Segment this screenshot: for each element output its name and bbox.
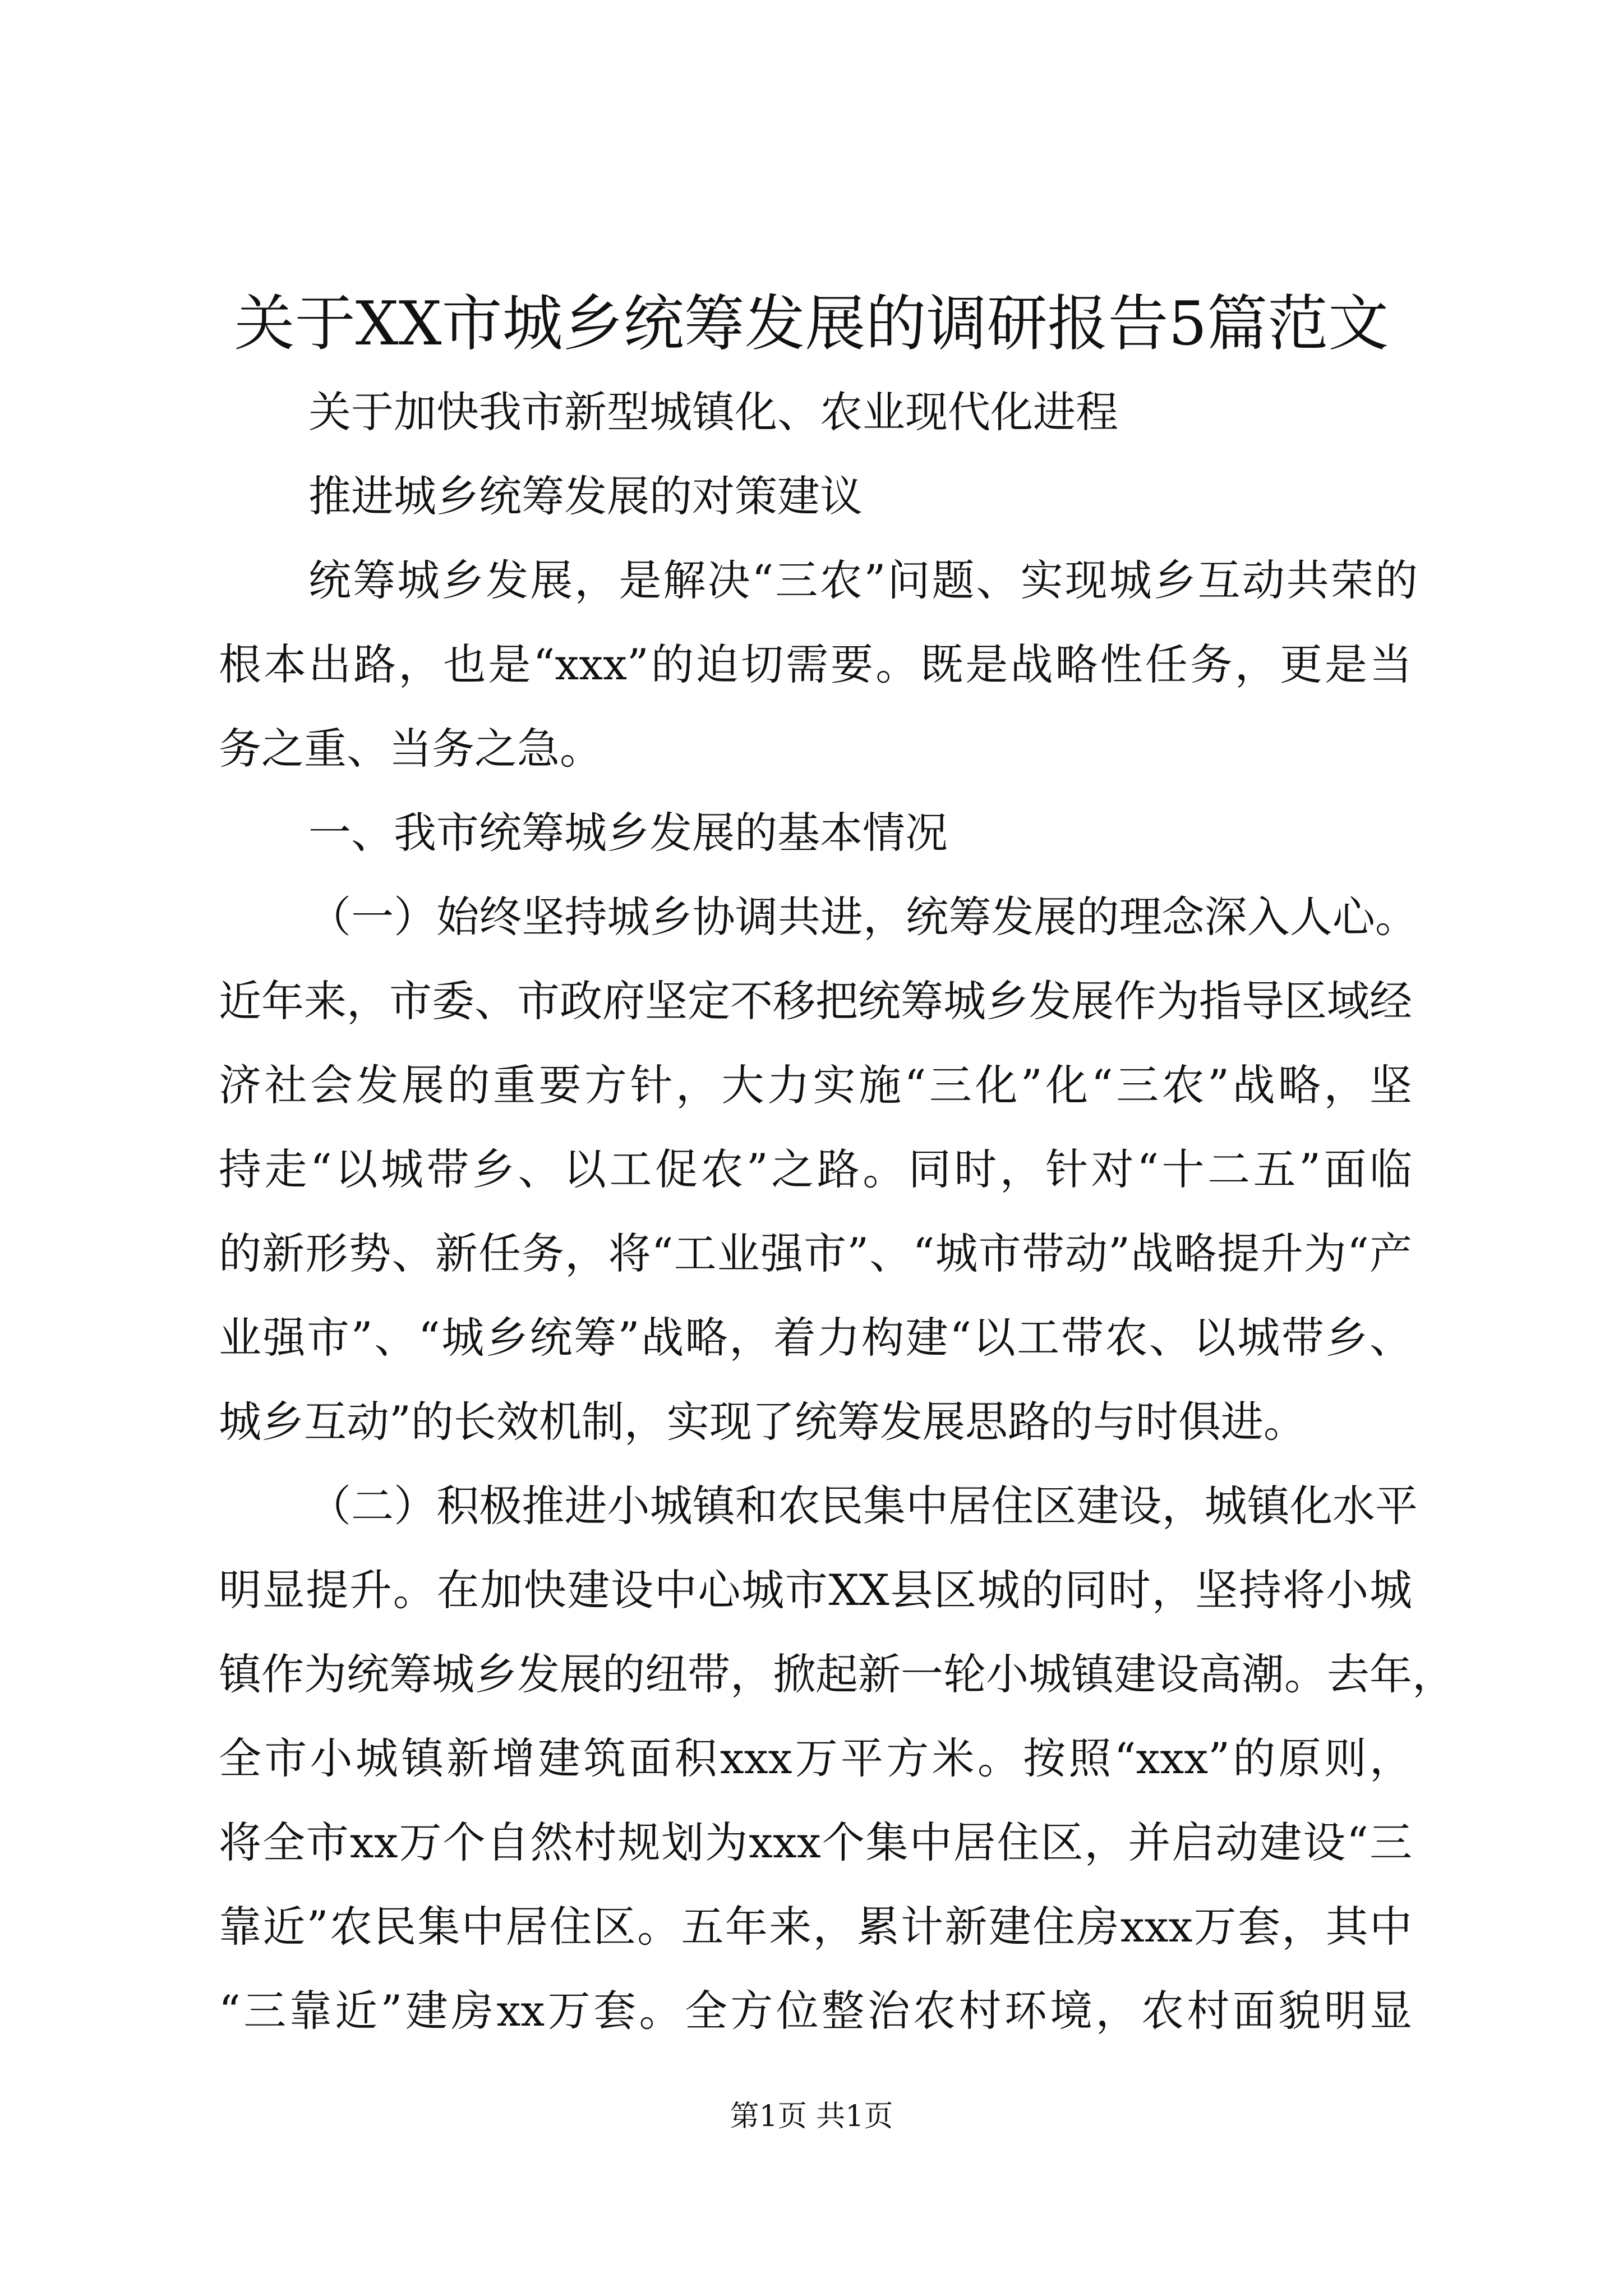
paragraph-line: （二）积极推进小城镇和农民集中居住区建设，城镇化水平 [308,1481,1418,1531]
paragraph-line: 将全市xx万个自然村规划为xxx个集中居住区，并启动建设“三 [219,1818,1412,1867]
document-title: 关于XX市城乡统筹发展的调研报告5篇范文 [234,289,1389,359]
paragraph-line: 近年来，市委、市政府坚定不移把统筹城乡发展作为指导区域经 [219,976,1412,1026]
paragraph-line: 全市小城镇新增建筑面积xxx万平方米。按照“xxx”的原则， [219,1733,1412,1783]
paragraph-line: “三靠近”建房xx万套。全方位整治农村环境，农村面貌明显 [219,1986,1412,2036]
paragraph-line: 靠近”农民集中居住区。五年来，累计新建住房xxx万套，其中 [219,1902,1412,1952]
paragraph-line: 统筹城乡发展，是解决“三农”问题、实现城乡互动共荣的 [308,555,1418,605]
subtitle-line-2: 推进城乡统筹发展的对策建议 [308,471,863,521]
paragraph-line: 务之重、当务之急。 [219,724,602,774]
paragraph-line: 持走“以城带乡、以工促农”之路。同时，针对“十二五”面临 [219,1144,1412,1194]
subtitle-line-1: 关于加快我市新型城镇化、农业现代化进程 [308,387,1118,437]
paragraph-line: 明显提升。在加快建设中心城市XX县区城的同时，坚持将小城 [219,1565,1412,1615]
section-heading: 一、我市统筹城乡发展的基本情况 [308,808,948,858]
paragraph-line: 城乡互动”的长效机制，实现了统筹发展思路的与时俱进。 [219,1397,1306,1447]
paragraph-line: 根本出路，也是“xxx”的迫切需要。既是战略性任务，更是当 [219,639,1412,689]
paragraph-line: 济社会发展的重要方针，大力实施“三化”化“三农”战略，坚 [219,1060,1412,1110]
paragraph-line: 业强市”、“城乡统筹”战略，着力构建“以工带农、以城带乡、 [219,1313,1412,1363]
paragraph-line: 的新形势、新任务，将“工业强市”、“城市带动”战略提升为“产 [219,1228,1412,1278]
paragraph-line: （一）始终坚持城乡协调共进，统筹发展的理念深入人心。 [308,892,1418,942]
paragraph-line: 镇作为统筹城乡发展的纽带，掀起新一轮小城镇建设高潮。去年， [219,1649,1455,1699]
page-number-footer: 第1页 共1页 [730,2100,893,2133]
